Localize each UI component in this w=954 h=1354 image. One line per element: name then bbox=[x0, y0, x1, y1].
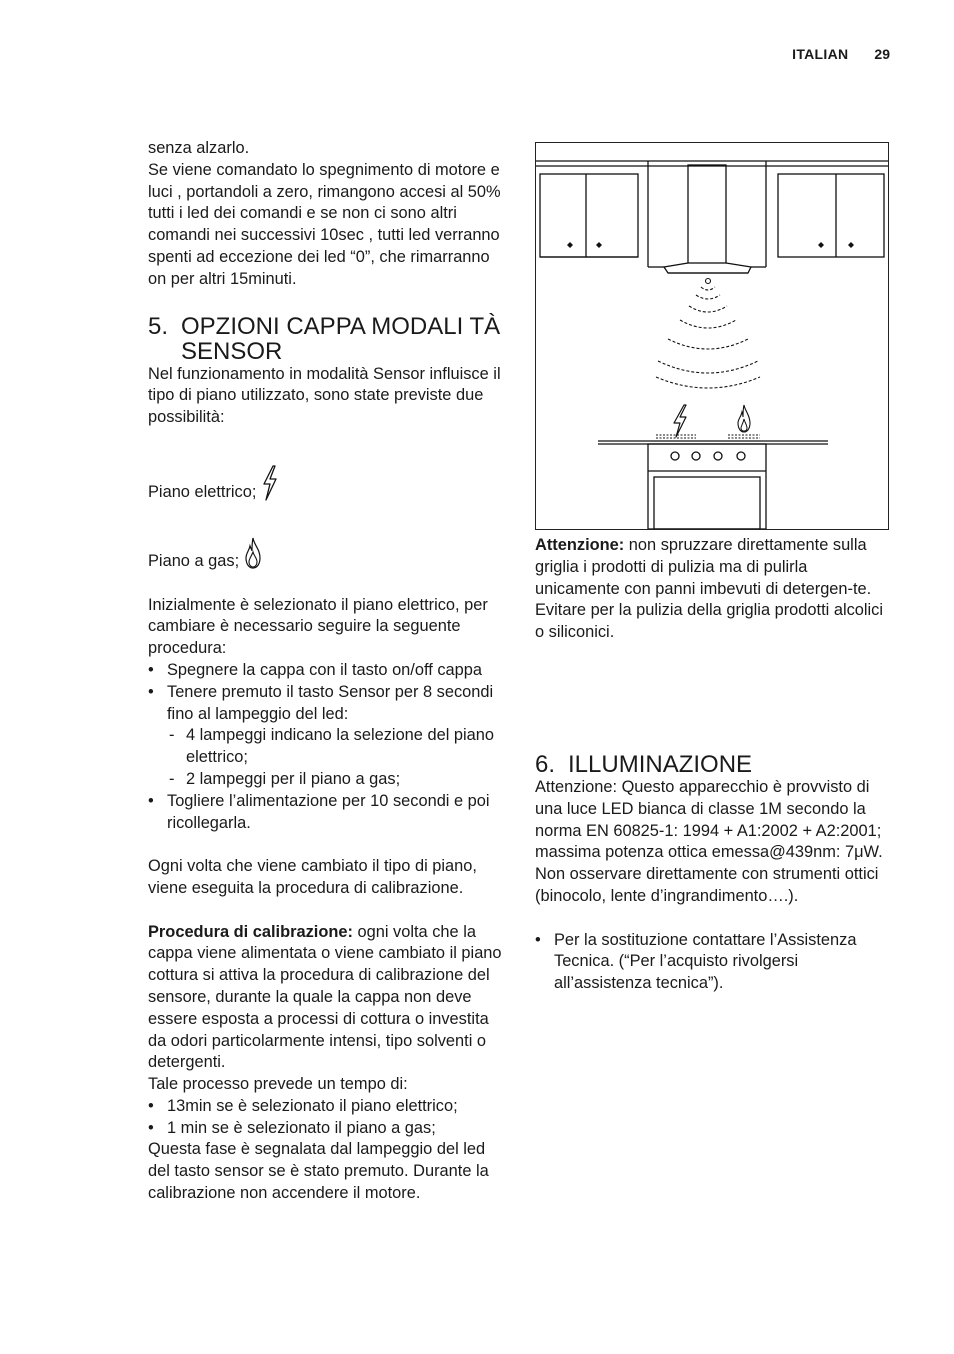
intro-line-1: senza alzarlo. bbox=[148, 139, 250, 157]
closing-paragraph: Questa fase è segnalata dal lampeggio del led del tasto sensor se è stato premuto. Durante la calibrazione non accendere il motore. bbox=[148, 1140, 489, 1203]
piano-elettrico-line bbox=[148, 465, 508, 504]
right-column-attention bbox=[535, 535, 891, 644]
procedure-list bbox=[148, 660, 508, 834]
list-item: • 1 min se è selezionato il piano a gas; bbox=[148, 1118, 508, 1140]
hood-illustration bbox=[535, 142, 889, 530]
list-item: • Spegnere la cappa con il tasto on/off cappa bbox=[148, 660, 508, 682]
piano-gas-label: Piano a gas; bbox=[148, 551, 240, 570]
section-5-title: OPZIONI CAPPA MODALI TÀ SENSOR bbox=[181, 312, 501, 365]
language-label: ITALIAN bbox=[792, 46, 849, 62]
list-item: • Togliere l’alimentazione per 10 secondi e poi ricollegarla. bbox=[148, 791, 508, 835]
section-6-number: 6. bbox=[535, 751, 556, 778]
list-item: - 2 lampeggi per il piano a gas; bbox=[167, 769, 508, 791]
page-number: 29 bbox=[874, 46, 890, 62]
section-6-title: ILLUMINAZIONE bbox=[568, 751, 753, 778]
attention-label: Attenzione: bbox=[535, 536, 625, 554]
list-item bbox=[148, 682, 508, 791]
list-item: - 4 lampeggi indicano la selezione del piano elettrico; bbox=[167, 725, 508, 769]
piano-elettrico-label: Piano elettrico; bbox=[148, 482, 257, 501]
attention-text: non spruzzare direttamente sulla griglia i prodotti di pulizia ma di pulirla unicamente con panni imbevuti di detergen-te. Evitare per la pulizia della griglia prodotti alcolici o siliconici. bbox=[535, 536, 884, 642]
piano-gas-line bbox=[148, 537, 508, 573]
section-6-list bbox=[535, 930, 891, 995]
section-5-number: 5. bbox=[148, 312, 169, 340]
attention-paragraph bbox=[535, 535, 891, 644]
calibration-paragraph bbox=[148, 922, 508, 1075]
section-5-heading bbox=[148, 314, 508, 364]
list-item: • Per la sostituzione contattare l’Assistenza Tecnica. (“Per l’acquisto rivolgersi all’assistenza tecnica”). bbox=[535, 930, 891, 995]
hood-diagram bbox=[536, 143, 888, 529]
list-item-text: Tenere premuto il tasto Sensor per 8 secondi fino al lampeggio del led: bbox=[167, 682, 494, 723]
right-column-section-6 bbox=[535, 752, 891, 995]
blink-list bbox=[167, 725, 508, 790]
procedure-intro: Inizialmente è selezionato il piano elettrico, per cambiare è necessario seguire la seguente procedura: bbox=[148, 595, 488, 658]
left-column bbox=[148, 138, 508, 1205]
page-header bbox=[792, 46, 890, 62]
calibration-label: Procedura di calibrazione: bbox=[148, 922, 353, 941]
calibration-text: ogni volta che la cappa viene alimentata o viene cambiato il piano cottura si attiva la procedura di calibrazione del sensore, durante la quale la cappa non deve essere esposta a processi di cottura o investita da odori particolarmente intensi, tipo solventi o detergenti. bbox=[148, 922, 502, 1072]
calibration-note: Ogni volta che viene cambiato il tipo di piano, viene eseguita la procedura di calibrazione. bbox=[148, 857, 477, 897]
section-5-intro: Nel funzionamento in modalità Sensor influisce il tipo di piano utilizzato, sono state previste due possibilità: bbox=[148, 364, 501, 427]
flame-icon bbox=[244, 537, 262, 569]
section-6-heading bbox=[535, 752, 891, 777]
lightning-icon bbox=[261, 465, 279, 501]
intro-paragraph: Se viene comandato lo spegnimento di motore e luci , portandoli a zero, rimangono accesi al 50% tutti i led dei comandi e se non ci sono altri comandi nei successivi 10sec , tutti led verranno spenti ad eccezione dei led “0”, che rimarranno on per altri 15minuti. bbox=[148, 160, 501, 288]
time-intro: Tale processo prevede un tempo di: bbox=[148, 1075, 408, 1094]
time-list bbox=[148, 1096, 508, 1140]
list-item: • 13min se è selezionato il piano elettrico; bbox=[148, 1096, 508, 1118]
section-6-text: Attenzione: Questo apparecchio è provvisto di una luce LED bianca di classe 1M secondo la norma EN 60825-1: 1994 + A1:2002 + A2:2001; massima potenza ottica emessa@439nm: 7μW. Non osservare direttamente con strumenti ottici (binocolo, lente d’ingrandimento….). bbox=[535, 778, 883, 905]
